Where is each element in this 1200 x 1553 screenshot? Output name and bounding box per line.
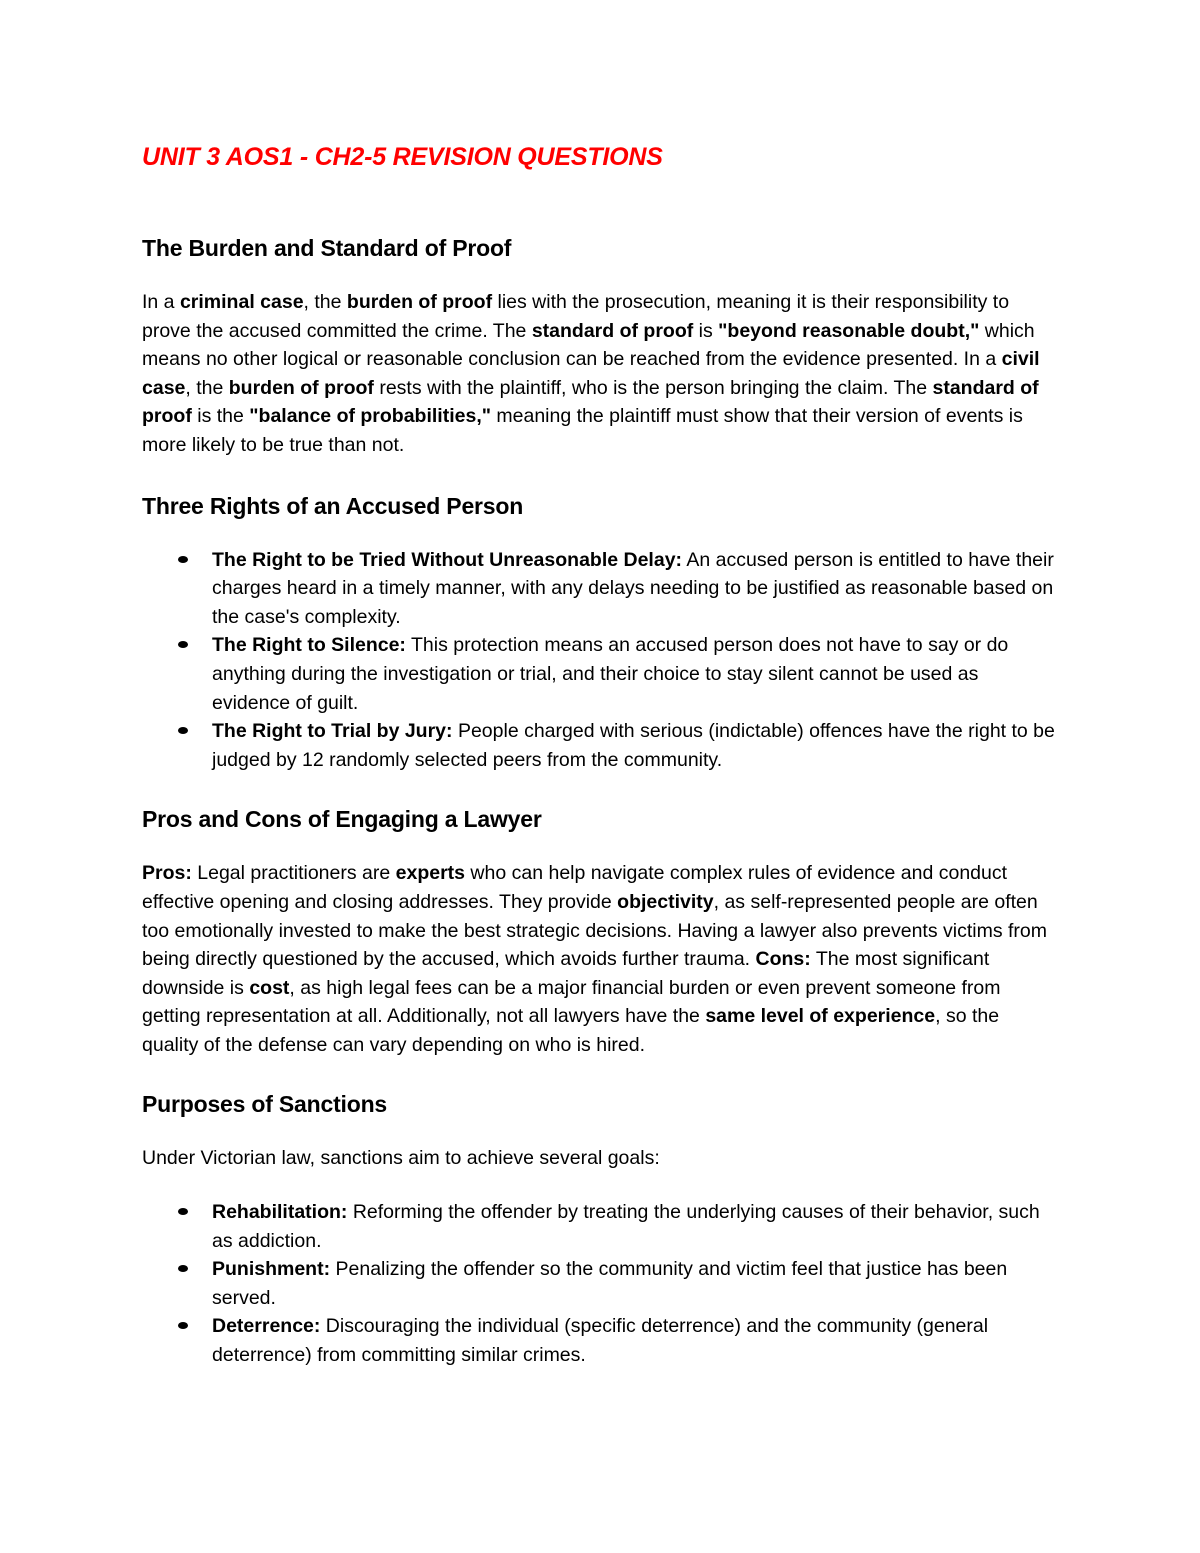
- bullet-icon: [178, 1265, 188, 1272]
- bold-run: "balance of probabilities,": [249, 405, 491, 428]
- list-item-term: The Right to Trial by Jury:: [212, 720, 453, 743]
- list-item: [142, 717, 1057, 774]
- text-run: who can help navigate complex rules of evidence and conduct effective opening and closing addresses. They provide: [142, 862, 1008, 913]
- bullet-icon: [178, 641, 188, 648]
- text-run: The most significant downside is: [142, 948, 990, 999]
- bold-run: standard of proof: [142, 376, 1039, 428]
- text-run: , the: [185, 376, 229, 399]
- list-item-text: An accused person is entitled to have their charges heard in a timely manner, with any delays needing to be justified as reasonable based on the case's complexity.: [212, 548, 1054, 628]
- heading-purposes-of-sanctions: Purposes of Sanctions: [142, 1091, 388, 1118]
- list-item: [142, 631, 1057, 717]
- list-item-text: Penalizing the offender so the community and victim feel that justice has been served.: [212, 1258, 1008, 1309]
- list-item-text: This protection means an accused person does not have to say or do anything during the investigation or trial, and their choice to stay silent cannot be used as evidence of guilt.: [212, 634, 1009, 714]
- bold-run: civil case: [142, 348, 1040, 399]
- text-run: lies with the prosecution, meaning it is their responsibility to prove the accused committed the crime. The: [142, 291, 1010, 342]
- bold-run: burden of proof: [228, 376, 374, 399]
- text-run: , so the quality of the defense can vary depending on who is hired.: [142, 1005, 1000, 1056]
- list-item-text: People charged with serious (indictable) offences have the right to be judged by 12 randomly selected peers from the community.: [212, 720, 1055, 771]
- bullet-icon: [178, 1208, 188, 1215]
- text-run: , as self-represented people are often too emotionally invested to make the best strategic decisions. Having a lawyer also prevents victims from being directly questioned by the accused, which avoids further trauma.: [142, 890, 1047, 971]
- list-item-term: Rehabilitation:: [212, 1201, 348, 1224]
- text-run: Legal practitioners are: [191, 862, 396, 885]
- document-title: UNIT 3 AOS1 - CH2-5 REVISION QUESTIONS: [142, 143, 663, 171]
- bullet-icon: [178, 556, 188, 563]
- document-page: [142, 140, 1057, 1370]
- text-run: In a: [142, 291, 180, 313]
- heading-rights-of-accused: Three Rights of an Accused Person: [142, 492, 524, 519]
- list-purposes-of-sanctions: [142, 1198, 1057, 1370]
- list-item: [142, 1312, 1057, 1369]
- bullet-icon: [178, 1322, 188, 1329]
- bold-run: objectivity: [617, 890, 714, 913]
- bold-run: burden of proof: [346, 291, 493, 313]
- text-run: , the: [303, 291, 347, 313]
- bold-run: experts: [395, 862, 466, 885]
- text-run: meaning the plaintiff must show that their version of events is more likely to be true than not.: [142, 405, 1023, 456]
- bullet-icon: [178, 727, 188, 734]
- bold-run: same level of experience: [705, 1005, 936, 1028]
- bold-run: cost: [249, 976, 290, 999]
- bold-run: Cons:: [755, 948, 811, 971]
- text-run: , as high legal fees can be a major financial burden or even prevent someone from getting representation at all. Additionally, not all lawyers have the: [142, 976, 1001, 1028]
- text-run: rests with the plaintiff, who is the person bringing the claim. The: [373, 376, 933, 399]
- paragraph-pros-cons-lawyer: [142, 859, 1057, 1059]
- text-run: is the: [191, 405, 250, 428]
- bold-run: Pros:: [142, 862, 192, 885]
- text-run: is: [693, 319, 719, 342]
- paragraph-burden-of-proof: [142, 288, 1057, 460]
- bold-run: "beyond reasonable doubt,": [718, 319, 980, 342]
- text-run: which means no other logical or reasonable conclusion can be reached from the evidence presented. In a: [142, 319, 1035, 371]
- paragraph-sanctions-intro: Under Victorian law, sanctions aim to achieve several goals:: [142, 1147, 660, 1170]
- list-item: [142, 1255, 1057, 1312]
- list-item-text: Discouraging the individual (specific deterrence) and the community (general deterrence) from committing similar crimes.: [212, 1315, 989, 1367]
- heading-pros-cons-lawyer: Pros and Cons of Engaging a Lawyer: [142, 806, 542, 833]
- heading-burden-of-proof: The Burden and Standard of Proof: [142, 235, 512, 261]
- list-item: [142, 1198, 1057, 1255]
- list-item-text: Reforming the offender by treating the underlying causes of their behavior, such as addiction.: [212, 1201, 1040, 1252]
- bold-run: criminal case: [179, 291, 304, 313]
- list-item-term: The Right to be Tried Without Unreasonable Delay:: [212, 548, 683, 571]
- list-item-term: The Right to Silence:: [212, 634, 406, 657]
- bold-run: standard of proof: [531, 319, 694, 342]
- list-item-term: Punishment:: [212, 1258, 331, 1281]
- list-item: [142, 546, 1057, 632]
- list-item-term: Deterrence:: [212, 1315, 321, 1338]
- list-rights-of-accused: [142, 546, 1057, 775]
